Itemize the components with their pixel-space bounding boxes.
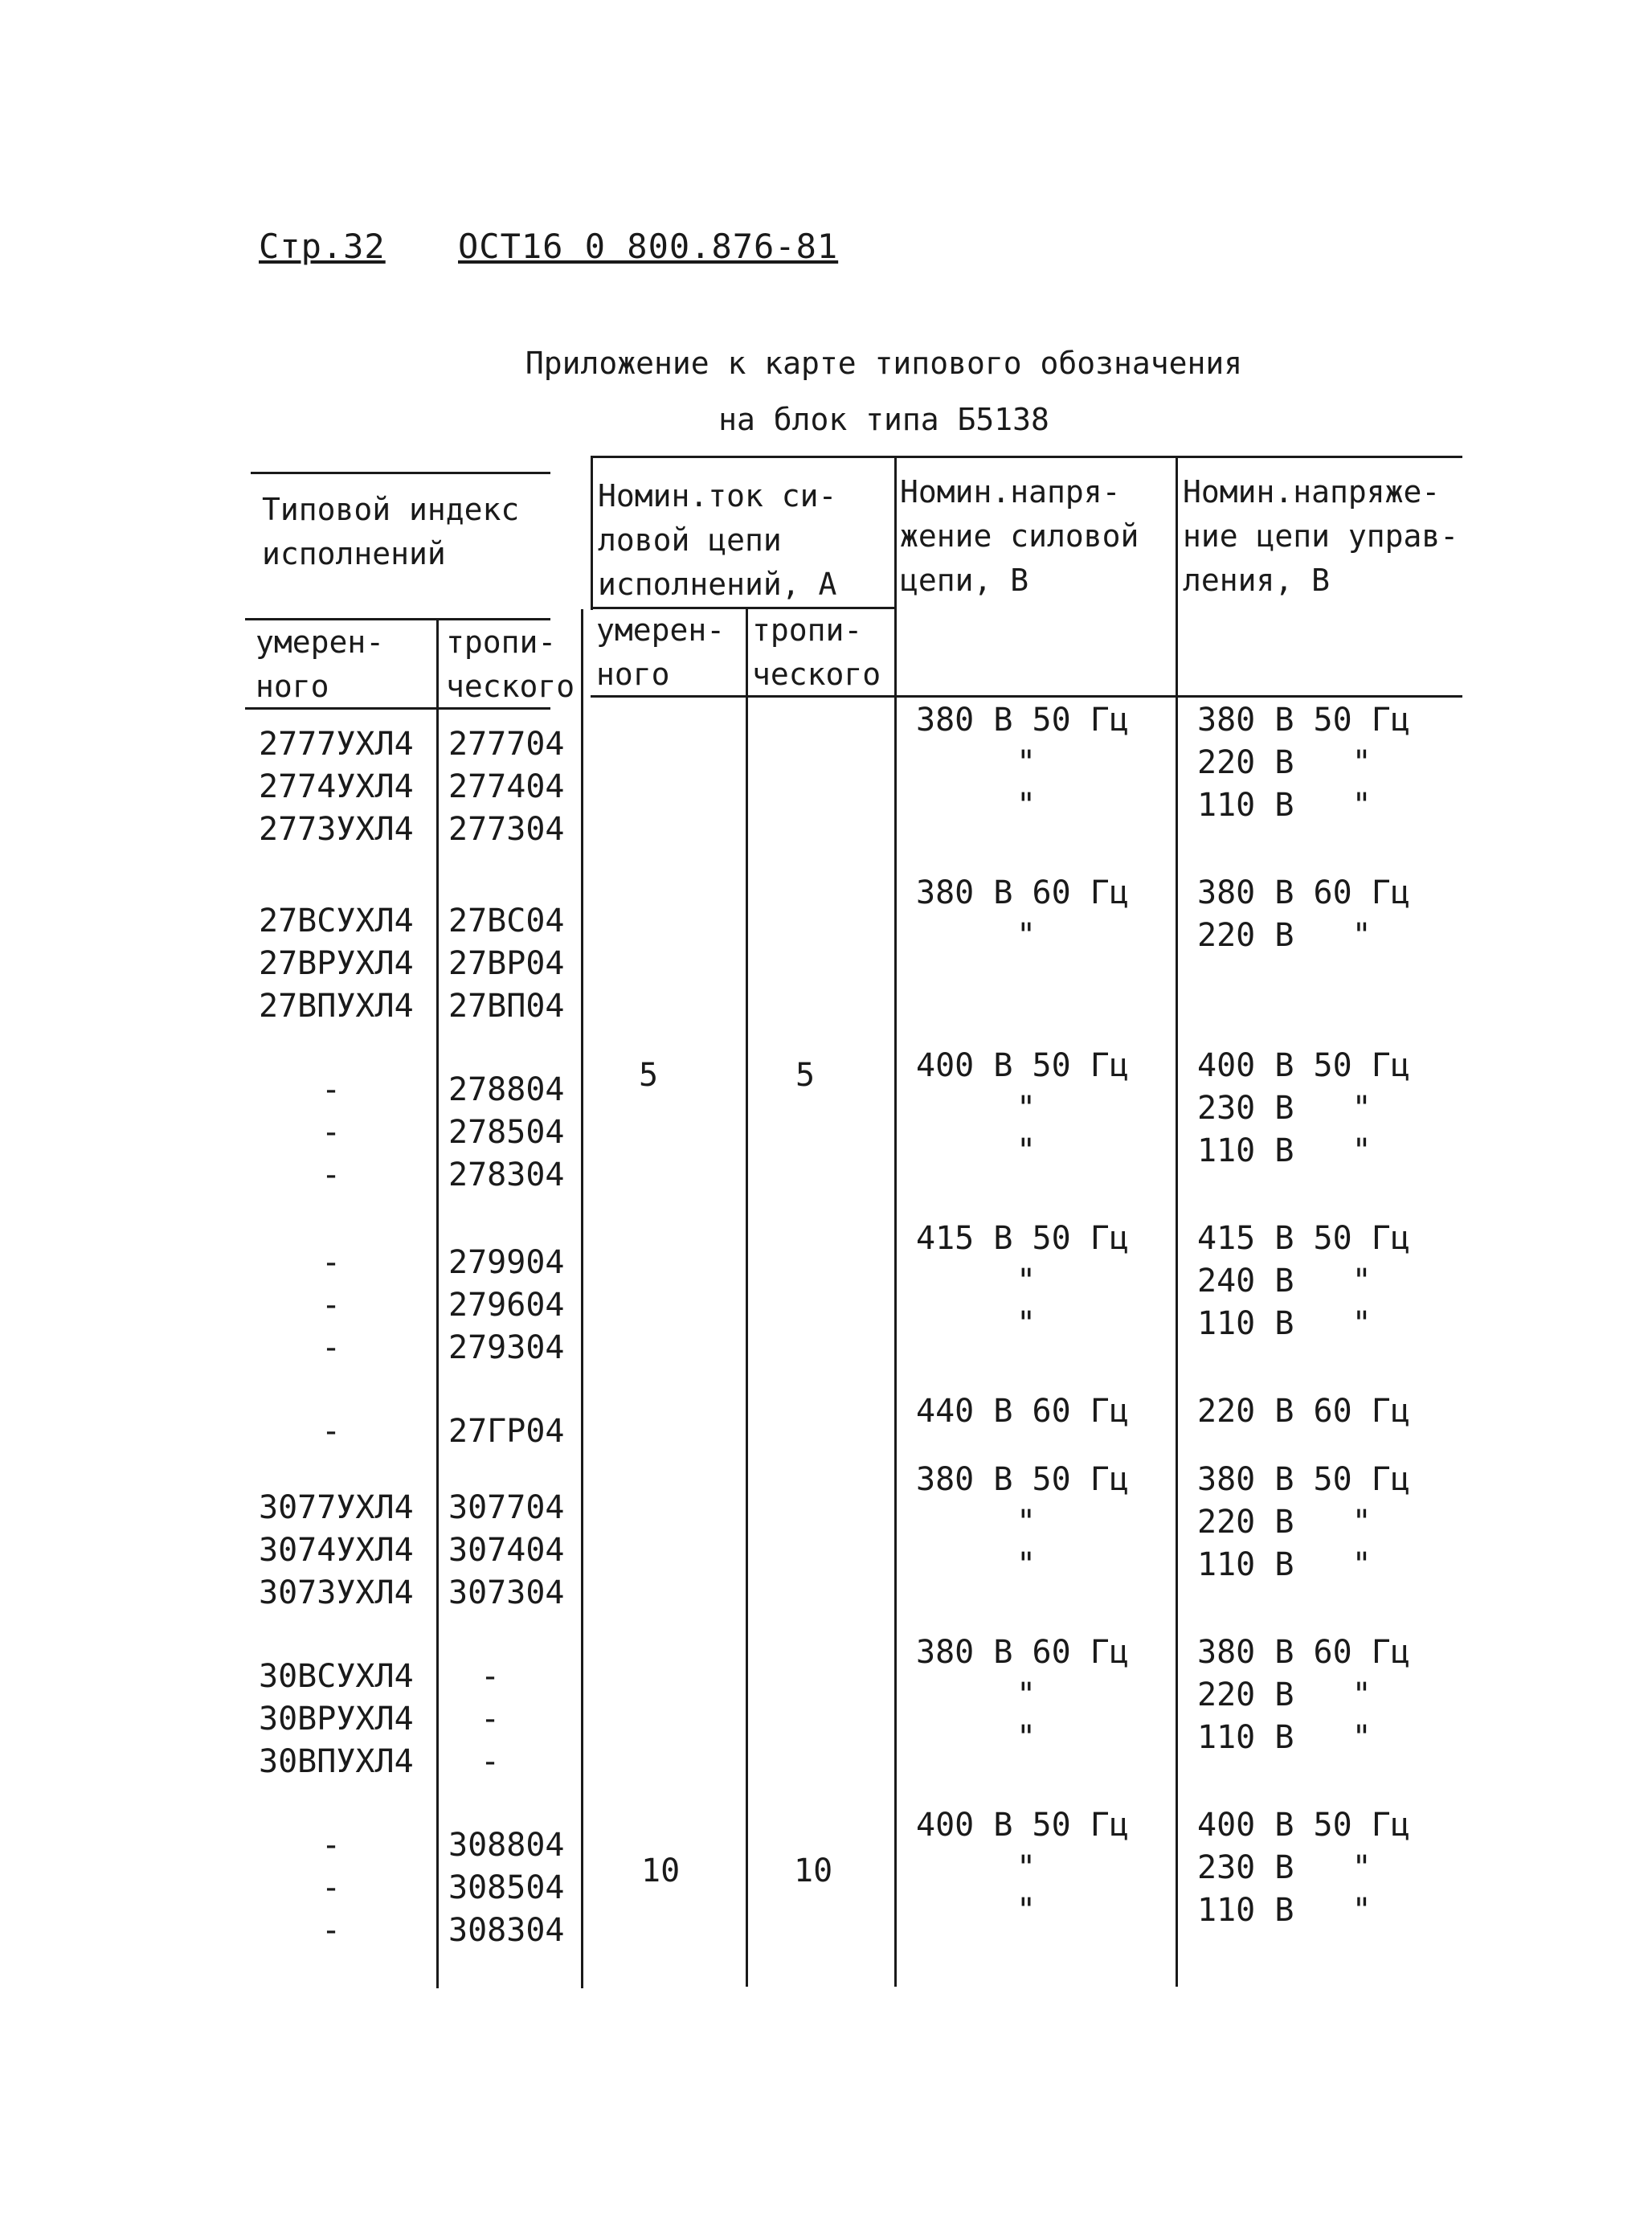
code-temperate-cell: - <box>321 1912 341 1949</box>
voltage-power-cell: " <box>1016 1546 1037 1583</box>
voltage-power-group-8 <box>916 1804 1129 1932</box>
voltage-power-cell: " <box>1016 1090 1037 1127</box>
code-temperate-cell: - <box>321 1156 341 1193</box>
code-tropical-cell: 277304 <box>448 811 565 848</box>
voltage-power-cell: " <box>1016 787 1037 824</box>
voltage-control-group-7 <box>1197 1631 1410 1759</box>
voltage-control-cell: 110 В " <box>1197 1305 1372 1342</box>
appendix-subtitle: на блок типа Б5138 <box>718 402 1049 437</box>
voltage-power-group-4 <box>916 1218 1129 1345</box>
code-tropical-cell: 277704 <box>448 726 565 763</box>
voltage-control-group-5 <box>1197 1390 1410 1433</box>
code-temperate-cell: 3074УХЛ4 <box>259 1532 414 1569</box>
code-temperate-cell: 2773УХЛ4 <box>259 811 414 848</box>
code-temperate-cell: 30ВСУХЛ4 <box>259 1658 414 1695</box>
voltage-power-cell: 400 В 50 Гц <box>916 1047 1129 1084</box>
code-tropical-cell: 278504 <box>448 1114 565 1151</box>
voltage-control-group-4 <box>1197 1218 1410 1345</box>
voltage-control-cell: 400 В 50 Гц <box>1197 1807 1410 1844</box>
col-header-index-temperate: умерен- ного <box>256 624 385 704</box>
code-temperate-cell: - <box>321 1244 341 1281</box>
page-header <box>259 227 838 266</box>
voltage-power-cell: " <box>1016 744 1037 781</box>
code-temperate-cell: 27ВРУХЛ4 <box>259 945 414 982</box>
current-tropical-group1: 5 <box>795 1057 816 1094</box>
voltage-control-group-1 <box>1197 699 1410 827</box>
page-number: Стр.32 <box>259 227 386 266</box>
voltage-control-cell: 110 В " <box>1197 787 1372 824</box>
voltage-power-cell: 380 В 50 Гц <box>916 1461 1129 1498</box>
code-temperate-cell: 2777УХЛ4 <box>259 726 414 763</box>
voltage-control-cell: 230 В " <box>1197 1090 1372 1127</box>
voltage-power-cell: " <box>1016 917 1037 954</box>
code-temperate-group-3 <box>259 1069 341 1197</box>
code-temperate-cell: - <box>321 1869 341 1906</box>
code-temperate-cell: 27ВСУХЛ4 <box>259 903 414 939</box>
voltage-power-cell: " <box>1016 1719 1037 1756</box>
code-tropical-cell: 307304 <box>448 1574 565 1611</box>
voltage-power-group-5 <box>916 1390 1129 1433</box>
code-tropical-cell: 308804 <box>448 1827 565 1864</box>
code-tropical-group-8 <box>448 1824 565 1952</box>
code-tropical-cell: - <box>480 1701 501 1738</box>
voltage-power-group-7 <box>916 1631 1129 1759</box>
code-tropical-cell: 278804 <box>448 1071 565 1108</box>
voltage-power-cell: " <box>1016 1263 1037 1300</box>
voltage-power-cell: 400 В 50 Гц <box>916 1807 1129 1844</box>
code-tropical-group-1 <box>448 723 565 851</box>
code-temperate-group-1 <box>259 723 414 851</box>
code-tropical-cell: 308304 <box>448 1912 565 1949</box>
voltage-control-cell: 110 В " <box>1197 1719 1372 1756</box>
standard-number: ОСТ16 0 800.876-81 <box>458 227 839 266</box>
code-temperate-cell: - <box>321 1114 341 1151</box>
code-temperate-group-5 <box>259 1410 341 1453</box>
voltage-power-cell: " <box>1016 1504 1037 1541</box>
col-header-voltage-control: Номин.напряже- ние цепи управ- ления, В <box>1183 474 1459 598</box>
voltage-power-cell: 415 В 50 Гц <box>916 1220 1129 1257</box>
code-tropical-group-3 <box>448 1069 565 1197</box>
code-tropical-cell: 27ВП04 <box>448 988 565 1025</box>
code-tropical-group-2 <box>448 900 565 1028</box>
voltage-power-group-2 <box>916 872 1129 957</box>
code-temperate-cell: 3077УХЛ4 <box>259 1489 414 1526</box>
voltage-power-group-6 <box>916 1459 1129 1586</box>
code-tropical-cell: 279904 <box>448 1244 565 1281</box>
code-temperate-group-8 <box>259 1824 341 1952</box>
code-tropical-group-4 <box>448 1242 565 1369</box>
voltage-control-cell: 220 В " <box>1197 1504 1372 1541</box>
voltage-power-cell: 380 В 60 Гц <box>916 874 1129 911</box>
col-header-current-tropical: тропи- ческого <box>752 612 881 692</box>
voltage-control-cell: 380 В 60 Гц <box>1197 874 1410 911</box>
code-temperate-group-7 <box>259 1656 414 1783</box>
voltage-power-cell: " <box>1016 1132 1037 1169</box>
code-temperate-cell: 30ВРУХЛ4 <box>259 1701 414 1738</box>
voltage-control-cell: 220 В 60 Гц <box>1197 1393 1410 1430</box>
voltage-power-cell: " <box>1016 1305 1037 1342</box>
current-temperate-group1: 5 <box>639 1057 659 1094</box>
voltage-control-cell: 380 В 50 Гц <box>1197 702 1410 739</box>
code-tropical-cell: 277404 <box>448 768 565 805</box>
voltage-power-group-3 <box>916 1045 1129 1173</box>
code-temperate-cell: - <box>321 1329 341 1366</box>
code-tropical-cell: 279304 <box>448 1329 565 1366</box>
current-temperate-group2: 10 <box>641 1852 681 1889</box>
code-temperate-cell: 3073УХЛ4 <box>259 1574 414 1611</box>
voltage-control-group-3 <box>1197 1045 1410 1173</box>
voltage-power-group-1 <box>916 699 1129 827</box>
col-header-index-tropical: тропи- ческого <box>446 624 575 704</box>
code-temperate-group-2 <box>259 900 414 1028</box>
code-temperate-cell: 2774УХЛ4 <box>259 768 414 805</box>
col-header-current: Номин.ток си- ловой цепи исполнений, А <box>598 478 837 602</box>
appendix-title: Приложение к карте типового обозначения <box>525 346 1243 381</box>
voltage-control-cell: 110 В " <box>1197 1546 1372 1583</box>
code-tropical-cell: - <box>480 1658 501 1695</box>
code-temperate-cell: - <box>321 1287 341 1324</box>
code-temperate-cell: 27ВПУХЛ4 <box>259 988 414 1025</box>
code-temperate-cell: - <box>321 1827 341 1864</box>
col-header-voltage-power: Номин.напря- жение силовой цепи, В <box>900 474 1139 598</box>
voltage-control-group-6 <box>1197 1459 1410 1586</box>
voltage-control-cell: 400 В 50 Гц <box>1197 1047 1410 1084</box>
voltage-control-cell: 110 В " <box>1197 1132 1372 1169</box>
code-tropical-cell: 27ВР04 <box>448 945 565 982</box>
voltage-power-cell: " <box>1016 1676 1037 1713</box>
code-tropical-cell: 307704 <box>448 1489 565 1526</box>
col-header-index: Типовой индекс исполнений <box>262 492 520 571</box>
voltage-power-cell: 380 В 50 Гц <box>916 702 1129 739</box>
code-temperate-group-4 <box>259 1242 341 1369</box>
voltage-control-group-2 <box>1197 872 1410 957</box>
code-tropical-group-5 <box>448 1410 565 1453</box>
voltage-control-cell: 220 В " <box>1197 917 1372 954</box>
code-tropical-cell: 27ВС04 <box>448 903 565 939</box>
code-tropical-cell: 27ГР04 <box>448 1413 565 1450</box>
code-tropical-group-7 <box>448 1656 500 1783</box>
code-tropical-group-6 <box>448 1487 565 1615</box>
code-tropical-cell: 308504 <box>448 1869 565 1906</box>
voltage-control-cell: 380 В 50 Гц <box>1197 1461 1410 1498</box>
voltage-control-cell: 230 В " <box>1197 1849 1372 1886</box>
voltage-control-cell: 220 В " <box>1197 1676 1372 1713</box>
code-temperate-group-6 <box>259 1487 414 1615</box>
code-temperate-cell: - <box>321 1071 341 1108</box>
code-tropical-cell: 307404 <box>448 1532 565 1569</box>
code-tropical-cell: 279604 <box>448 1287 565 1324</box>
voltage-control-group-8 <box>1197 1804 1410 1932</box>
voltage-control-cell: 220 В " <box>1197 744 1372 781</box>
voltage-power-cell: " <box>1016 1892 1037 1929</box>
voltage-power-cell: 380 В 60 Гц <box>916 1634 1129 1671</box>
voltage-control-cell: 240 В " <box>1197 1263 1372 1300</box>
col-header-current-temperate: умерен- ного <box>596 612 726 692</box>
voltage-power-cell: " <box>1016 1849 1037 1886</box>
code-tropical-cell: - <box>480 1743 501 1780</box>
code-tropical-cell: 278304 <box>448 1156 565 1193</box>
code-temperate-cell: - <box>321 1413 341 1450</box>
voltage-power-cell: 440 В 60 Гц <box>916 1393 1129 1430</box>
code-temperate-cell: 30ВПУХЛ4 <box>259 1743 414 1780</box>
current-tropical-group2: 10 <box>794 1852 833 1889</box>
voltage-control-cell: 110 В " <box>1197 1892 1372 1929</box>
voltage-control-cell: 415 В 50 Гц <box>1197 1220 1410 1257</box>
voltage-control-cell: 380 В 60 Гц <box>1197 1634 1410 1671</box>
